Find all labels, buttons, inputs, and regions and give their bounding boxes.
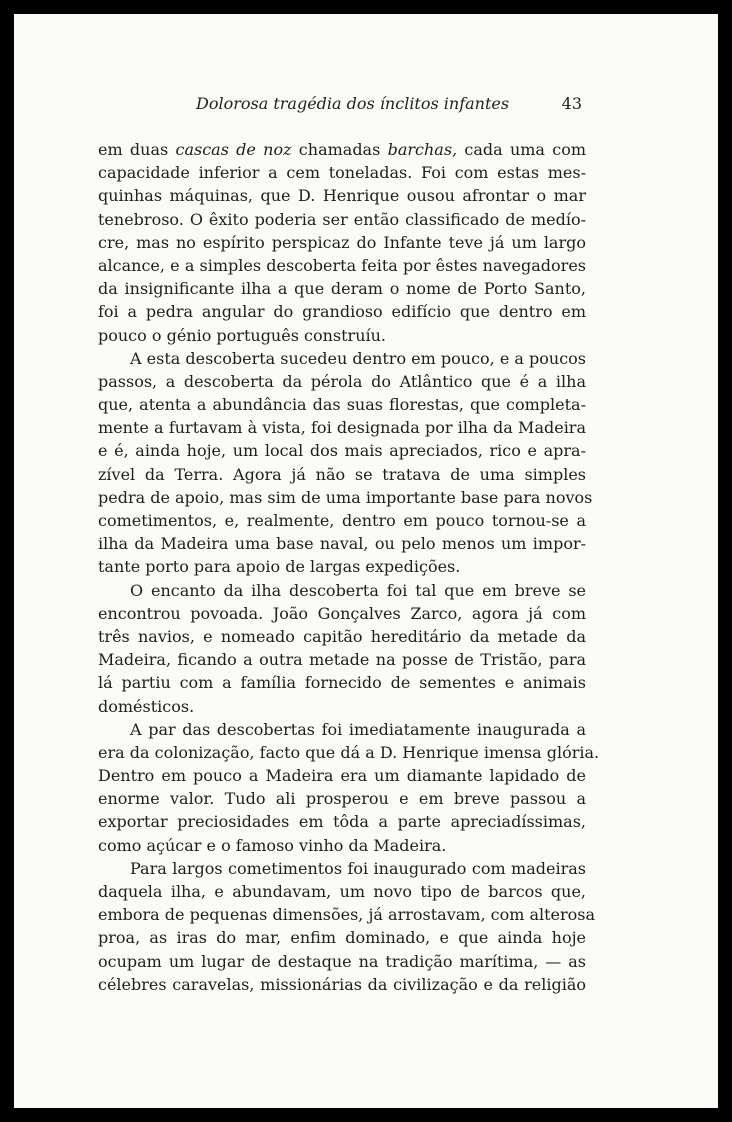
paragraph — [98, 347, 593, 579]
book-page — [14, 14, 718, 1108]
text-line: enorme valor. Tudo ali prosperou e em breve passou a — [98, 789, 586, 809]
text-line: três navios, e nomeado capitão hereditário da metade da — [98, 626, 586, 646]
text-line: daquela ilha, e abundavam, um novo tipo de barcos que, — [98, 882, 586, 901]
text-line: era da colonização, facto que dá a D. Henrique imensa glória. — [98, 742, 600, 762]
running-title: Dolorosa tragédia dos ínclitos infantes — [196, 94, 510, 113]
text-line: encontrou povoada. João Gonçalves Zarco, agora já com — [98, 603, 586, 623]
page-number: 43 — [561, 94, 582, 113]
text-line: tante porto para apoio de largas expedições. — [98, 557, 461, 577]
text-line: O encanto da ilha descoberta foi tal que em breve se — [130, 580, 586, 600]
paragraph — [98, 579, 586, 718]
text-line: embora de pequenas dimensões, já arrostavam, com alterosa — [98, 905, 596, 925]
text-line: quinhas máquinas, que D. Henrique ousou afrontar o mar — [98, 186, 586, 206]
text-line: em duas cascas de noz chamadas barchas, cada uma com — [98, 140, 587, 159]
text-line: como açúcar e o famoso vinho da Madeira. — [98, 835, 447, 855]
text-line: mente a furtavam à vista, foi designada por ilha da Madeira — [98, 418, 586, 438]
text-line: ilha da Madeira uma base naval, ou pelo menos um impor- — [98, 534, 586, 554]
text-line: cre, mas no espírito perspicaz do Infante teve já um largo — [98, 232, 586, 252]
text-line: cometimentos, e, realmente, dentro em pouco tornou-se a — [98, 511, 586, 530]
italic-phrase: barchas, — [387, 140, 458, 159]
text-line: domésticos. — [98, 696, 195, 716]
text-line: ocupam um lugar de destaque na tradição marítima, — as — [98, 951, 586, 971]
page-header — [14, 94, 718, 118]
text-line: tenebroso. O êxito poderia ser então classificado de medío- — [98, 209, 586, 229]
text-line: zível da Terra. Agora já não se tratava de uma simples — [98, 464, 586, 484]
text-line: pouco o génio português construíu. — [98, 325, 386, 345]
text-line: lá partiu com a família fornecido de sementes e animais — [98, 673, 586, 693]
text-line: Para largos cometimentos foi inaugurado com madeiras — [130, 858, 586, 878]
text-line: Dentro em pouco a Madeira era um diamante lapidado de — [98, 766, 586, 786]
text-line: pedra de apoio, mas sim de uma importante base para novos — [98, 487, 593, 507]
paragraph — [98, 857, 596, 996]
text-line: Madeira, ficando a outra metade na posse de Tristão, para — [98, 650, 586, 670]
text-line: que, atenta a abundância das suas florestas, que completa- — [98, 395, 586, 415]
text-line: foi a pedra angular do grandioso edifício que dentro em — [98, 302, 586, 322]
text-line: da insignificante ilha a que deram o nome de Porto Santo, — [98, 279, 586, 299]
text-line: capacidade inferior a cem toneladas. Foi com estas mes- — [98, 163, 586, 183]
text-line: A esta descoberta sucedeu dentro em pouco, e a poucos — [130, 348, 586, 368]
paragraph — [98, 718, 600, 857]
text-line: alcance, e a simples descoberta feita por êstes navegadores — [98, 255, 586, 275]
text-line: passos, a descoberta da pérola do Atlântico que é a ilha — [98, 371, 586, 391]
text-line: A par das descobertas foi imediatamente inaugurada a — [130, 719, 586, 739]
text-line: exportar preciosidades em tôda a parte apreciadíssimas, — [98, 812, 586, 832]
text-line: proa, as iras do mar, enfim dominado, e que ainda hoje — [98, 928, 586, 948]
paragraph — [98, 138, 586, 347]
text-line: célebres caravelas, missionárias da civilização e da religião — [98, 974, 586, 994]
italic-phrase: cascas de noz — [175, 140, 292, 159]
text-line: e é, ainda hoje, um local dos mais apreciados, rico e apra- — [98, 441, 586, 461]
body-text — [98, 138, 600, 996]
